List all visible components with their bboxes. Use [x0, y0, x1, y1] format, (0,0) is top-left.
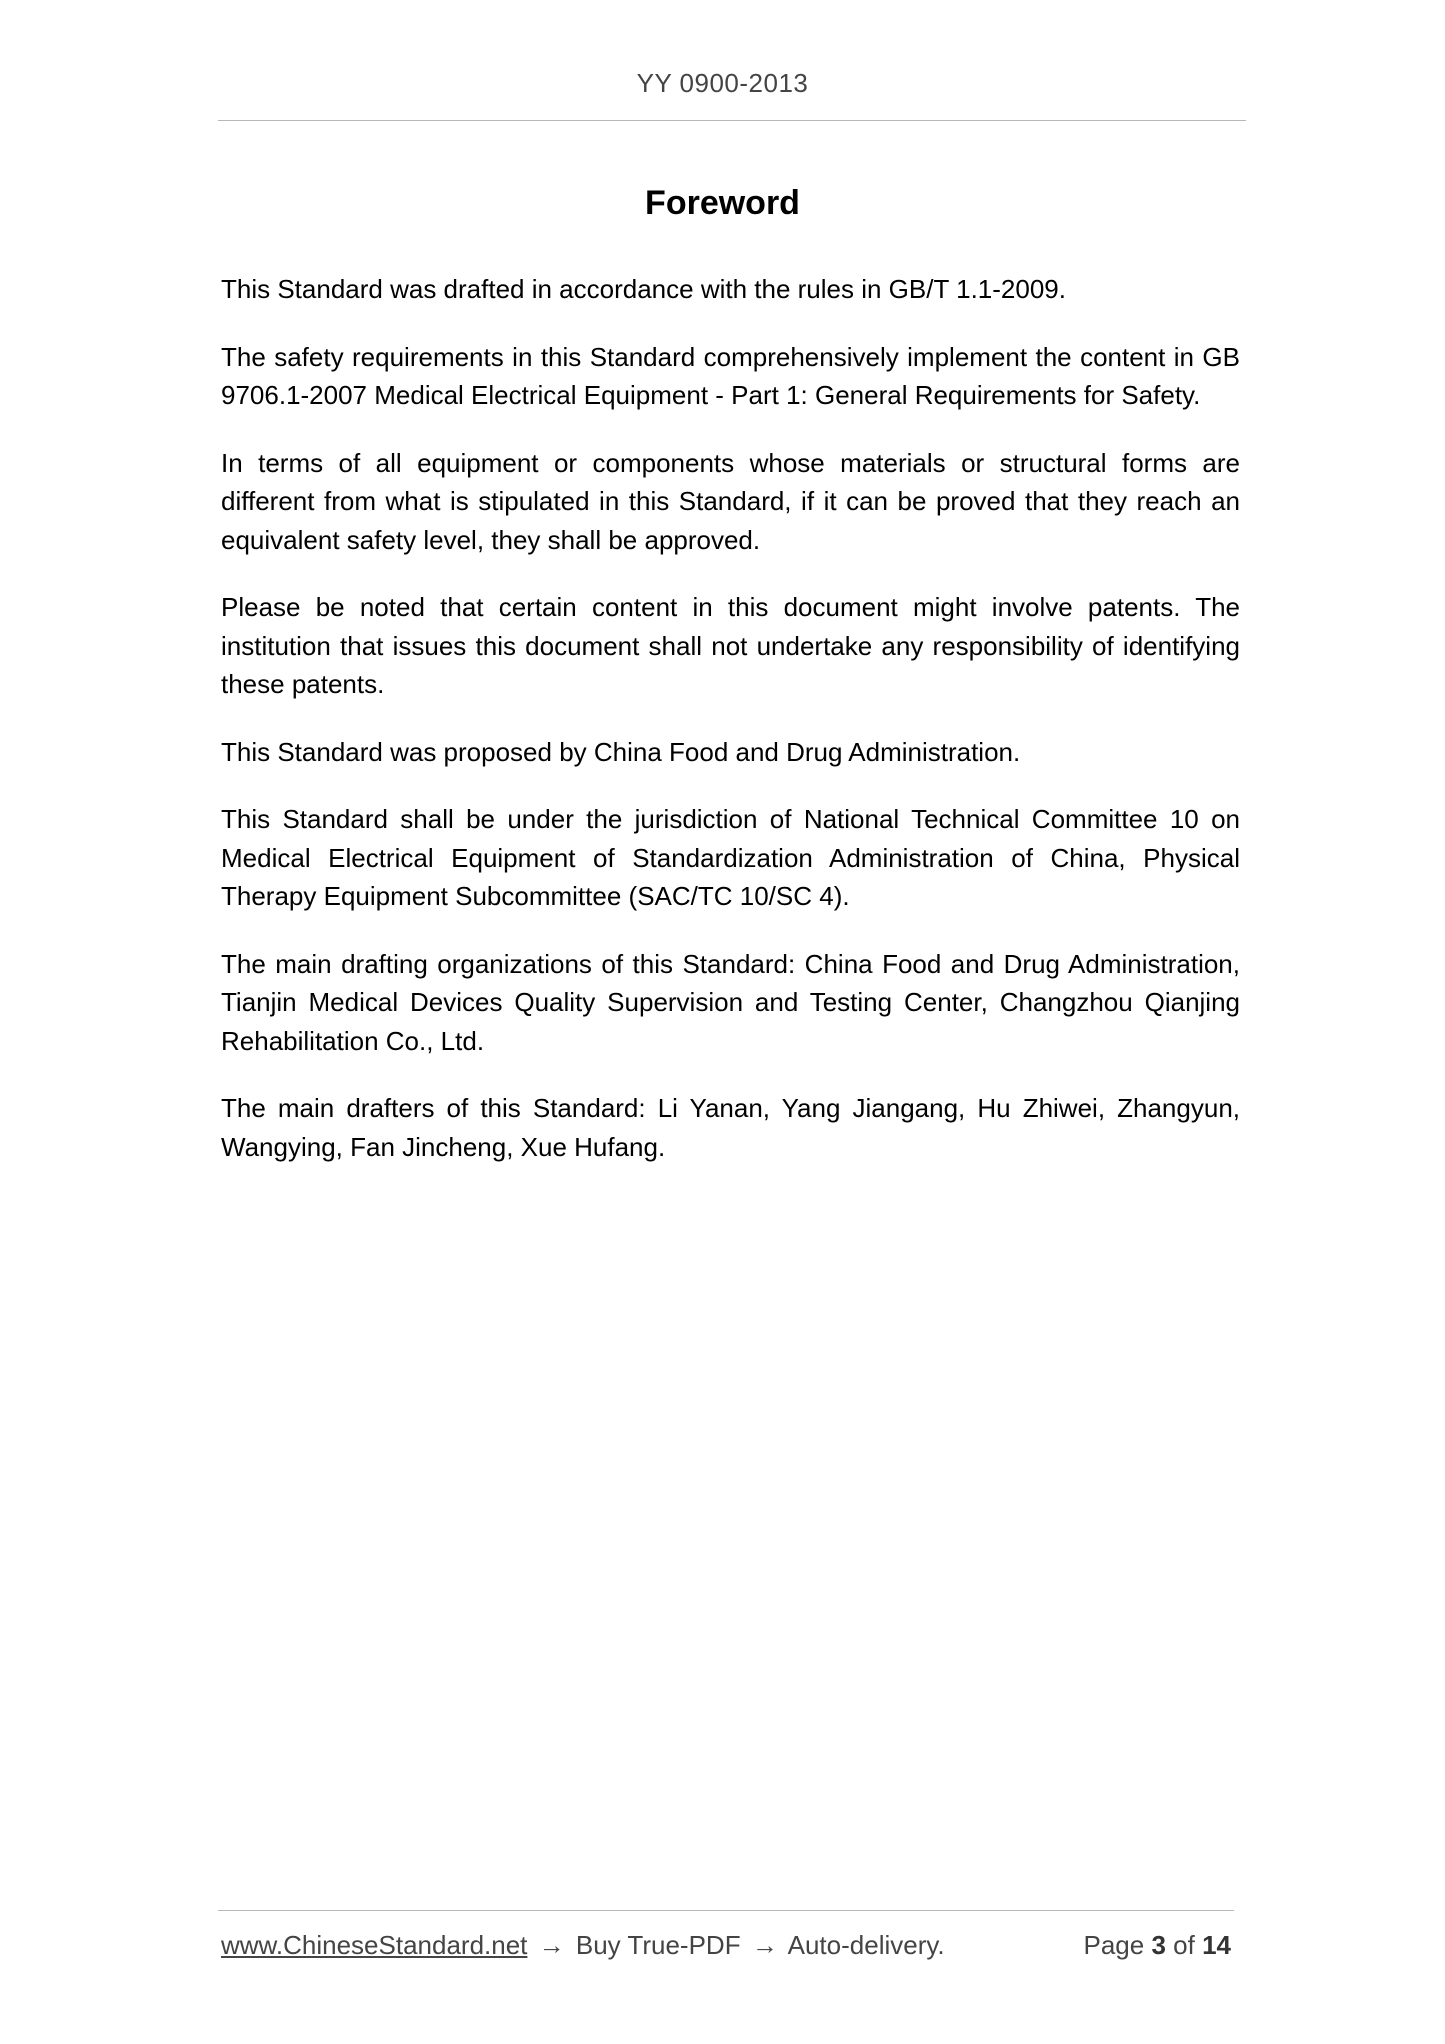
buy-true-pdf-text: Buy True-PDF: [575, 1930, 741, 1960]
paragraph: The safety requirements in this Standard comprehensively implement the content in GB 9706.1-2007 Medical Electrical Equipment - Part 1: General Requirements for Safety.: [221, 341, 1240, 410]
paragraph: Please be noted that certain content in this document might involve patents. The institution that issues this document shall not undertake any responsibility of identifying these patents.: [221, 592, 1240, 699]
page-current: 3: [1151, 1930, 1166, 1960]
footer-promo: [221, 1930, 945, 1961]
paragraph: The main drafting organizations of this Standard: China Food and Drug Administration, Tianjin Medical Devices Quality Supervision and Testing Center, Changzhou Qianjing Rehabilitation Co., Ltd.: [221, 948, 1240, 1056]
auto-delivery-text: Auto-delivery.: [787, 1930, 945, 1960]
arrow-right-icon: →: [538, 1930, 565, 1960]
page-title: Foreword: [645, 184, 800, 222]
page-label: Page: [1083, 1930, 1145, 1960]
foreword-body: [221, 270, 1240, 1195]
paragraph: This Standard was proposed by China Food and Drug Administration.: [221, 736, 1021, 767]
website-link[interactable]: www.ChineseStandard.net: [221, 1930, 528, 1960]
header-divider: [218, 120, 1246, 121]
page-of-label: of: [1173, 1930, 1195, 1960]
paragraph: The main drafters of this Standard: Li Yanan, Yang Jiangang, Hu Zhiwei, Zhangyun, Wangying, Fan Jincheng, Xue Hufang.: [221, 1093, 1240, 1162]
footer-divider: [218, 1910, 1234, 1911]
header-doc-code: YY 0900-2013: [636, 68, 809, 98]
page-total: 14: [1202, 1930, 1231, 1960]
page-footer: [221, 1930, 1231, 1961]
page-number: [1083, 1930, 1231, 1961]
paragraph: In terms of all equipment or components whose materials or structural forms are different from what is stipulated in this Standard, if it can be proved that they reach an equivalent safety level, they shall be approved.: [221, 447, 1240, 555]
paragraph: This Standard shall be under the jurisdiction of National Technical Committee 10 on Medical Electrical Equipment of Standardization Administration of China, Physical Therapy Equipment Subcommittee (SAC/TC 10/SC 4).: [221, 804, 1240, 911]
arrow-right-icon: →: [751, 1930, 778, 1960]
paragraph: This Standard was drafted in accordance with the rules in GB/T 1.1-2009.: [221, 274, 1066, 304]
